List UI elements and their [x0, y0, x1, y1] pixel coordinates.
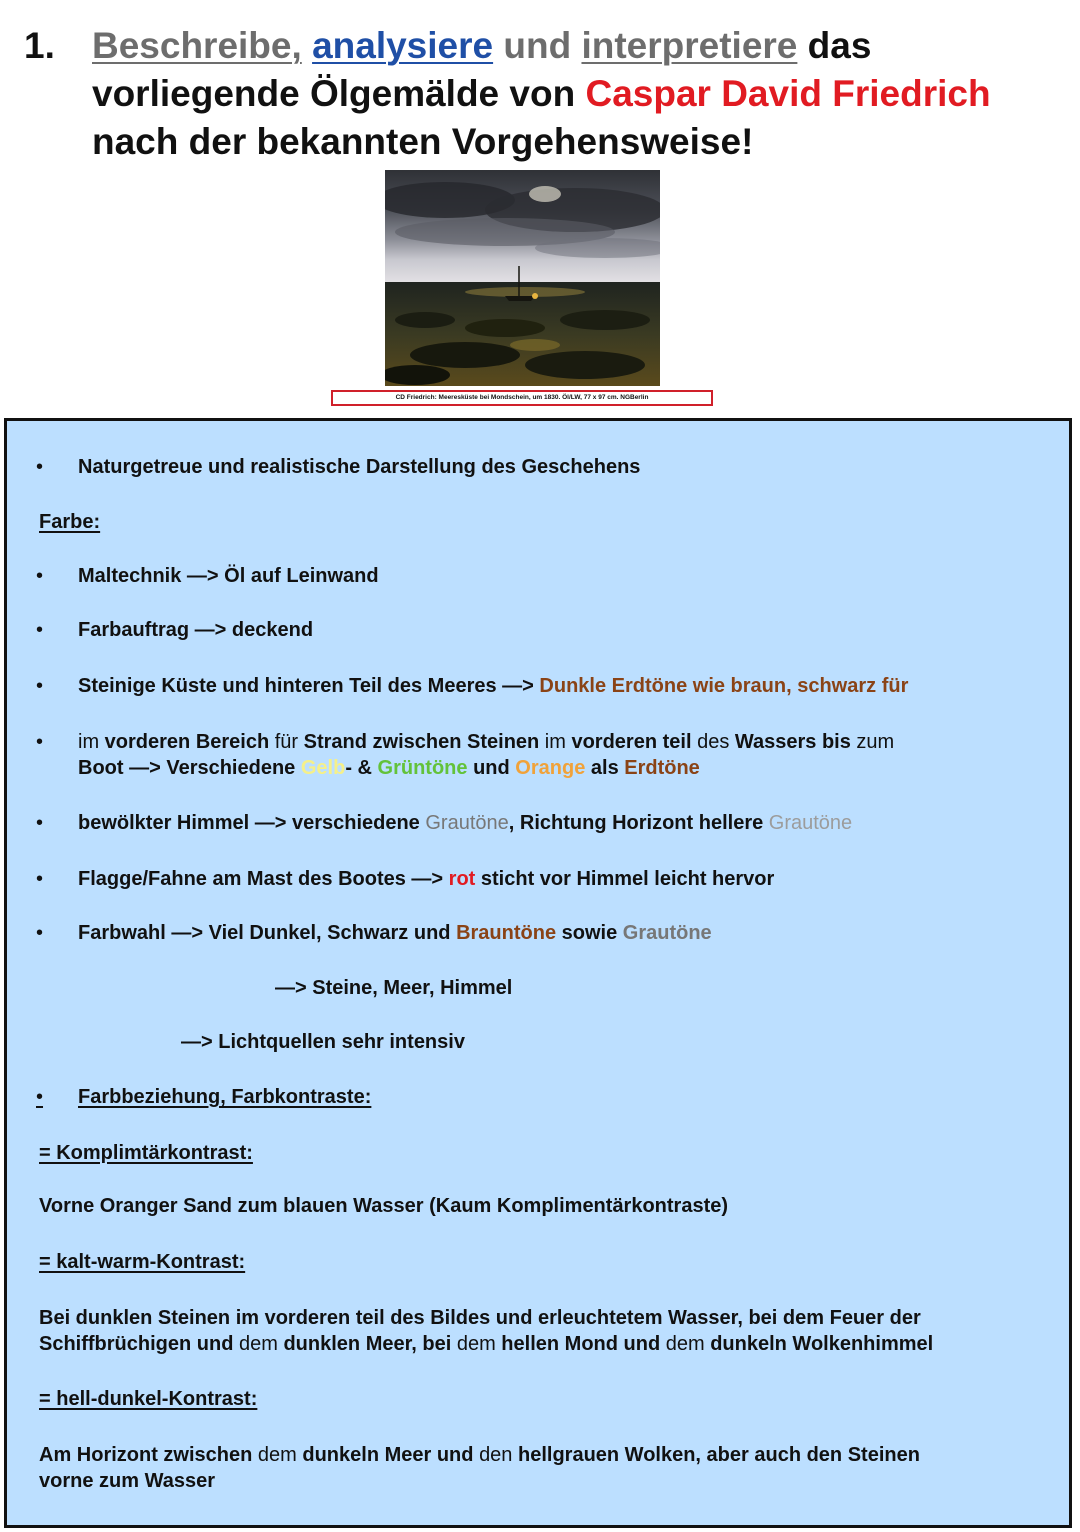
- text-part: hellen Mond und: [495, 1333, 666, 1355]
- text-part: sowie: [556, 922, 623, 944]
- text-part: dunkeln Meer und: [296, 1444, 480, 1466]
- bullet-dot: •: [36, 868, 44, 890]
- text-part: dem: [456, 1333, 496, 1355]
- text-part: vorderen Bereich: [104, 731, 270, 753]
- text-part: Am Horizont zwischen: [39, 1444, 258, 1466]
- bullet-dot: •: [36, 619, 44, 641]
- text-part: Wassers bis: [734, 731, 851, 753]
- bullet-text: [78, 866, 774, 892]
- bullet-dot: •: [36, 812, 44, 834]
- bullet-text: Naturgetreue und realistische Darstellung des Geschehens: [78, 456, 641, 478]
- text-part: bewölkter Himmel —> verschiedene: [78, 812, 426, 834]
- paragraph-text: Bei dunklen Steinen im vorderen teil des Bildes und erleuchtetem Wasser, bei dem Feuer der: [39, 1307, 921, 1329]
- word-interpretiere: interpretiere: [581, 25, 798, 66]
- text-part: im: [539, 731, 572, 753]
- text-orange: Orange: [515, 757, 586, 779]
- text-part: sticht vor Himmel leicht hervor: [475, 868, 775, 890]
- text-part: den: [479, 1444, 513, 1466]
- bullet-dot: •: [36, 456, 44, 478]
- bullet-text: [78, 755, 700, 781]
- bullet-dot: •: [36, 731, 44, 753]
- bullet-dot: •: [36, 1086, 44, 1108]
- text-part: Boot —> Verschiedene: [78, 757, 301, 779]
- text-red: rot: [448, 868, 476, 890]
- word-beschreibe: Beschreibe,: [92, 25, 302, 66]
- paragraph-text: [39, 1331, 933, 1357]
- text-gray: Grautöne: [425, 812, 509, 834]
- artist-name: Caspar David Friedrich: [585, 73, 991, 114]
- section-heading: Farbe:: [39, 511, 101, 533]
- bullet-text: [78, 673, 908, 699]
- bullet-dot: •: [36, 675, 44, 697]
- bullet-dot: •: [36, 922, 44, 944]
- text-part: dem: [665, 1333, 705, 1355]
- paragraph-text: Vorne Oranger Sand zum blauen Wasser (Kaum Komplimentärkontraste): [39, 1195, 729, 1217]
- painting-image: [385, 170, 660, 386]
- section-heading: = Komplimtärkontrast:: [39, 1142, 253, 1164]
- analysis-box: [4, 418, 1072, 1528]
- section-heading: = hell-dunkel-Kontrast:: [39, 1388, 258, 1410]
- bullet-text: [78, 810, 852, 836]
- text-part: Strand zwischen Steinen: [303, 731, 540, 753]
- text-part: dunkeln Wolkenhimmel: [704, 1333, 934, 1355]
- sub-text: —> Lichtquellen sehr intensiv: [181, 1031, 465, 1053]
- text-part: dem: [257, 1444, 297, 1466]
- text-part: - &: [345, 757, 378, 779]
- text-yellow: Gelb: [300, 757, 346, 779]
- text-lightgray: Grautöne: [768, 812, 853, 834]
- text-part: und: [467, 757, 516, 779]
- heading-line2: vorliegende Ölgemälde von: [92, 73, 586, 114]
- text-part: Farbwahl —> Viel Dunkel, Schwarz und: [78, 922, 457, 944]
- paragraph-text: [39, 1442, 920, 1468]
- text-part: Schiffbrüchigen und: [39, 1333, 239, 1355]
- sub-text: —> Steine, Meer, Himmel: [275, 977, 513, 999]
- bullet-text: Farbauftrag —> deckend: [78, 619, 314, 641]
- task-heading: [24, 22, 1064, 166]
- section-heading: = kalt-warm-Kontrast:: [39, 1251, 246, 1273]
- bullet-dot: •: [36, 565, 44, 587]
- text-part: für: [269, 731, 304, 753]
- text-part: des: [691, 731, 735, 753]
- text-part: als: [585, 757, 625, 779]
- text-part: Steinige Küste und hinteren Teil des Meeres —>: [78, 675, 540, 697]
- text-part: zum: [850, 731, 895, 753]
- paragraph-text: vorne zum Wasser: [39, 1470, 215, 1492]
- bullet-text: Maltechnik —> Öl auf Leinwand: [78, 565, 379, 587]
- text-part: im: [78, 731, 105, 753]
- text-part: Flagge/Fahne am Mast des Bootes —>: [78, 868, 449, 890]
- text-part: vorderen teil: [571, 731, 692, 753]
- text-part: hellgrauen Wolken, aber auch den Steinen: [512, 1444, 920, 1466]
- bullet-text: [78, 920, 712, 946]
- painting-caption: CD Friedrich: Meeresküste bei Mondschein, um 1830. Öl/LW, 77 x 97 cm. NGBerlin: [331, 390, 713, 406]
- section-heading: Farbbeziehung, Farbkontraste:: [78, 1086, 372, 1108]
- text-brown: Erdtöne: [624, 757, 700, 779]
- text-brown: Brauntöne: [456, 922, 557, 944]
- text-gray: Grautöne: [622, 922, 712, 944]
- text-part: dunklen Meer, bei: [277, 1333, 457, 1355]
- text-part: dem: [239, 1333, 278, 1355]
- bullet-text: [78, 729, 894, 755]
- text-brown: Dunkle Erdtöne wie braun, schwarz für: [539, 675, 909, 697]
- heading-line3: nach der bekannten Vorgehensweise!: [92, 121, 754, 162]
- word-und: und: [493, 25, 582, 66]
- word-das: das: [797, 25, 872, 66]
- word-analysiere: analysiere: [312, 25, 494, 66]
- text-green: Grüntöne: [377, 757, 468, 779]
- task-number: 1.: [24, 25, 55, 66]
- text-part: , Richtung Horizont hellere: [508, 812, 769, 834]
